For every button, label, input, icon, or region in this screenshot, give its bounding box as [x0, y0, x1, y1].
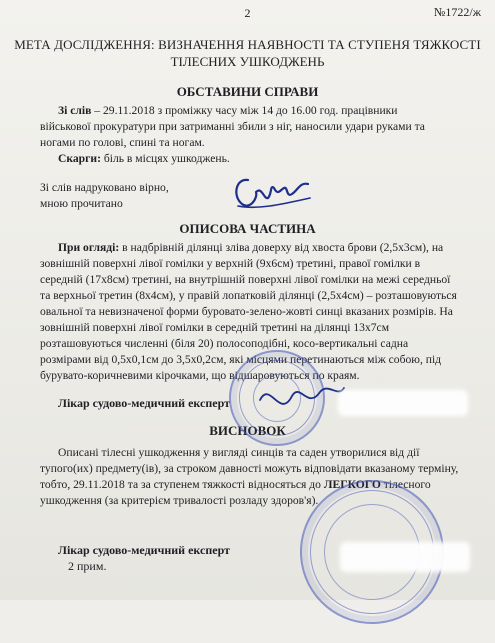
description-line-1: в надбрівній ділянці зліва доверху від хвоста брови (2,5х3см), на — [119, 241, 444, 254]
circumstances-title: ОБСТАВИНИ СПРАВИ — [176, 84, 319, 99]
description-line-9: бурувато-коричневими кірочками, що відшаровуються по краям. — [40, 369, 360, 382]
redacted-name-1 — [338, 390, 468, 416]
circumstances-line-3: ногами по головi, спинi та ногам. — [40, 136, 205, 149]
redacted-name-2 — [340, 542, 470, 572]
description-line-4: та верхньої третин (8х4см), у правій лопатковій ділянці (2,5х4см) – розташовуються — [40, 289, 457, 302]
page-number: 2 — [244, 6, 251, 20]
description-lead: При огляді: — [58, 241, 120, 254]
circumstances-paragraph — [40, 103, 480, 167]
description-line-6: зовнішній поверхні лівої гомілки в середній третині на ділянці 13х7см — [40, 321, 390, 334]
verification-line-1: Зі слів надруковано вірно, — [40, 181, 169, 194]
conclusion-line-2: тупого(их) предмету(ів), за строком давності можуть відповідати вказаному терміну, — [40, 462, 459, 475]
complaints-text: бiль в мiсцях ушкоджень. — [100, 152, 230, 165]
description-line-3: середній (17х8см) третині, на внутрішній поверхні лівої гомілки на межі середньої — [40, 273, 451, 286]
expert-signature-label-2: Лікар судово-медичний експерт — [58, 543, 231, 557]
conclusion-line-4: ушкодження (за критерієм тривалості розладу здоров'я). — [40, 494, 319, 507]
expert-signature-mark-1 — [250, 370, 350, 430]
copies-count: 2 прим. — [68, 559, 107, 573]
patient-signature-mark — [228, 168, 318, 218]
circumstances-line-1: – 29.11.2018 з промiжку часу мiж 14 до 16.00 год. працiвники — [91, 104, 398, 117]
circumstances-line-2: вiйськової прокуратури при затриманнi збили з нiг, наносили удари руками та — [40, 120, 425, 133]
circumstances-lead: Зі слів — [58, 104, 92, 117]
conclusion-title: ВИСНОВОК — [209, 423, 286, 438]
conclusion-line-3: тобто, 29.11.2018 та за ступенем тяжкості відносяться до — [40, 478, 324, 491]
purpose-line-1: МЕТА ДОСЛІДЖЕННЯ: ВИЗНАЧЕННЯ НАЯВНОСТІ ТА СТУПЕНЯ ТЯЖКОСТІ — [14, 37, 481, 52]
conclusion-line-1: Описані тілесні ушкодження у вигляді синців та саден утворилися від дії — [58, 446, 420, 459]
complaints-label: Скарги: — [58, 152, 101, 165]
document-number: №1722/ж — [433, 5, 481, 19]
description-line-8: розмірами від 0,5х0,1см до 3,5х0,2см, які місцями перетинаються між собою, під — [40, 353, 442, 366]
description-line-2: зовнішній поверхні лівої гомілки у верхній (9х6см) третині, правої гомілки в — [40, 257, 421, 270]
conclusion-line-3-end: тілесного — [380, 478, 431, 491]
description-line-7: розташовуються численні (біля 20) полосоподібні, косо-вертикальні садна — [40, 337, 409, 350]
description-title: ОПИСОВА ЧАСТИНА — [179, 221, 316, 236]
verification-line-2: мною прочитано — [40, 197, 123, 210]
severity-emphasis: ЛЕГКОГО — [323, 478, 381, 491]
purpose-line-2: ТІЛЕСНИХ УШКОДЖЕНЬ — [170, 54, 325, 69]
expert-signature-label-1: Лікар судово-медичний експерт — [58, 396, 231, 410]
description-line-5: овальної та невизначеної форми буровато-зелено-жовті синці вказаних розмірів. На — [40, 305, 453, 318]
